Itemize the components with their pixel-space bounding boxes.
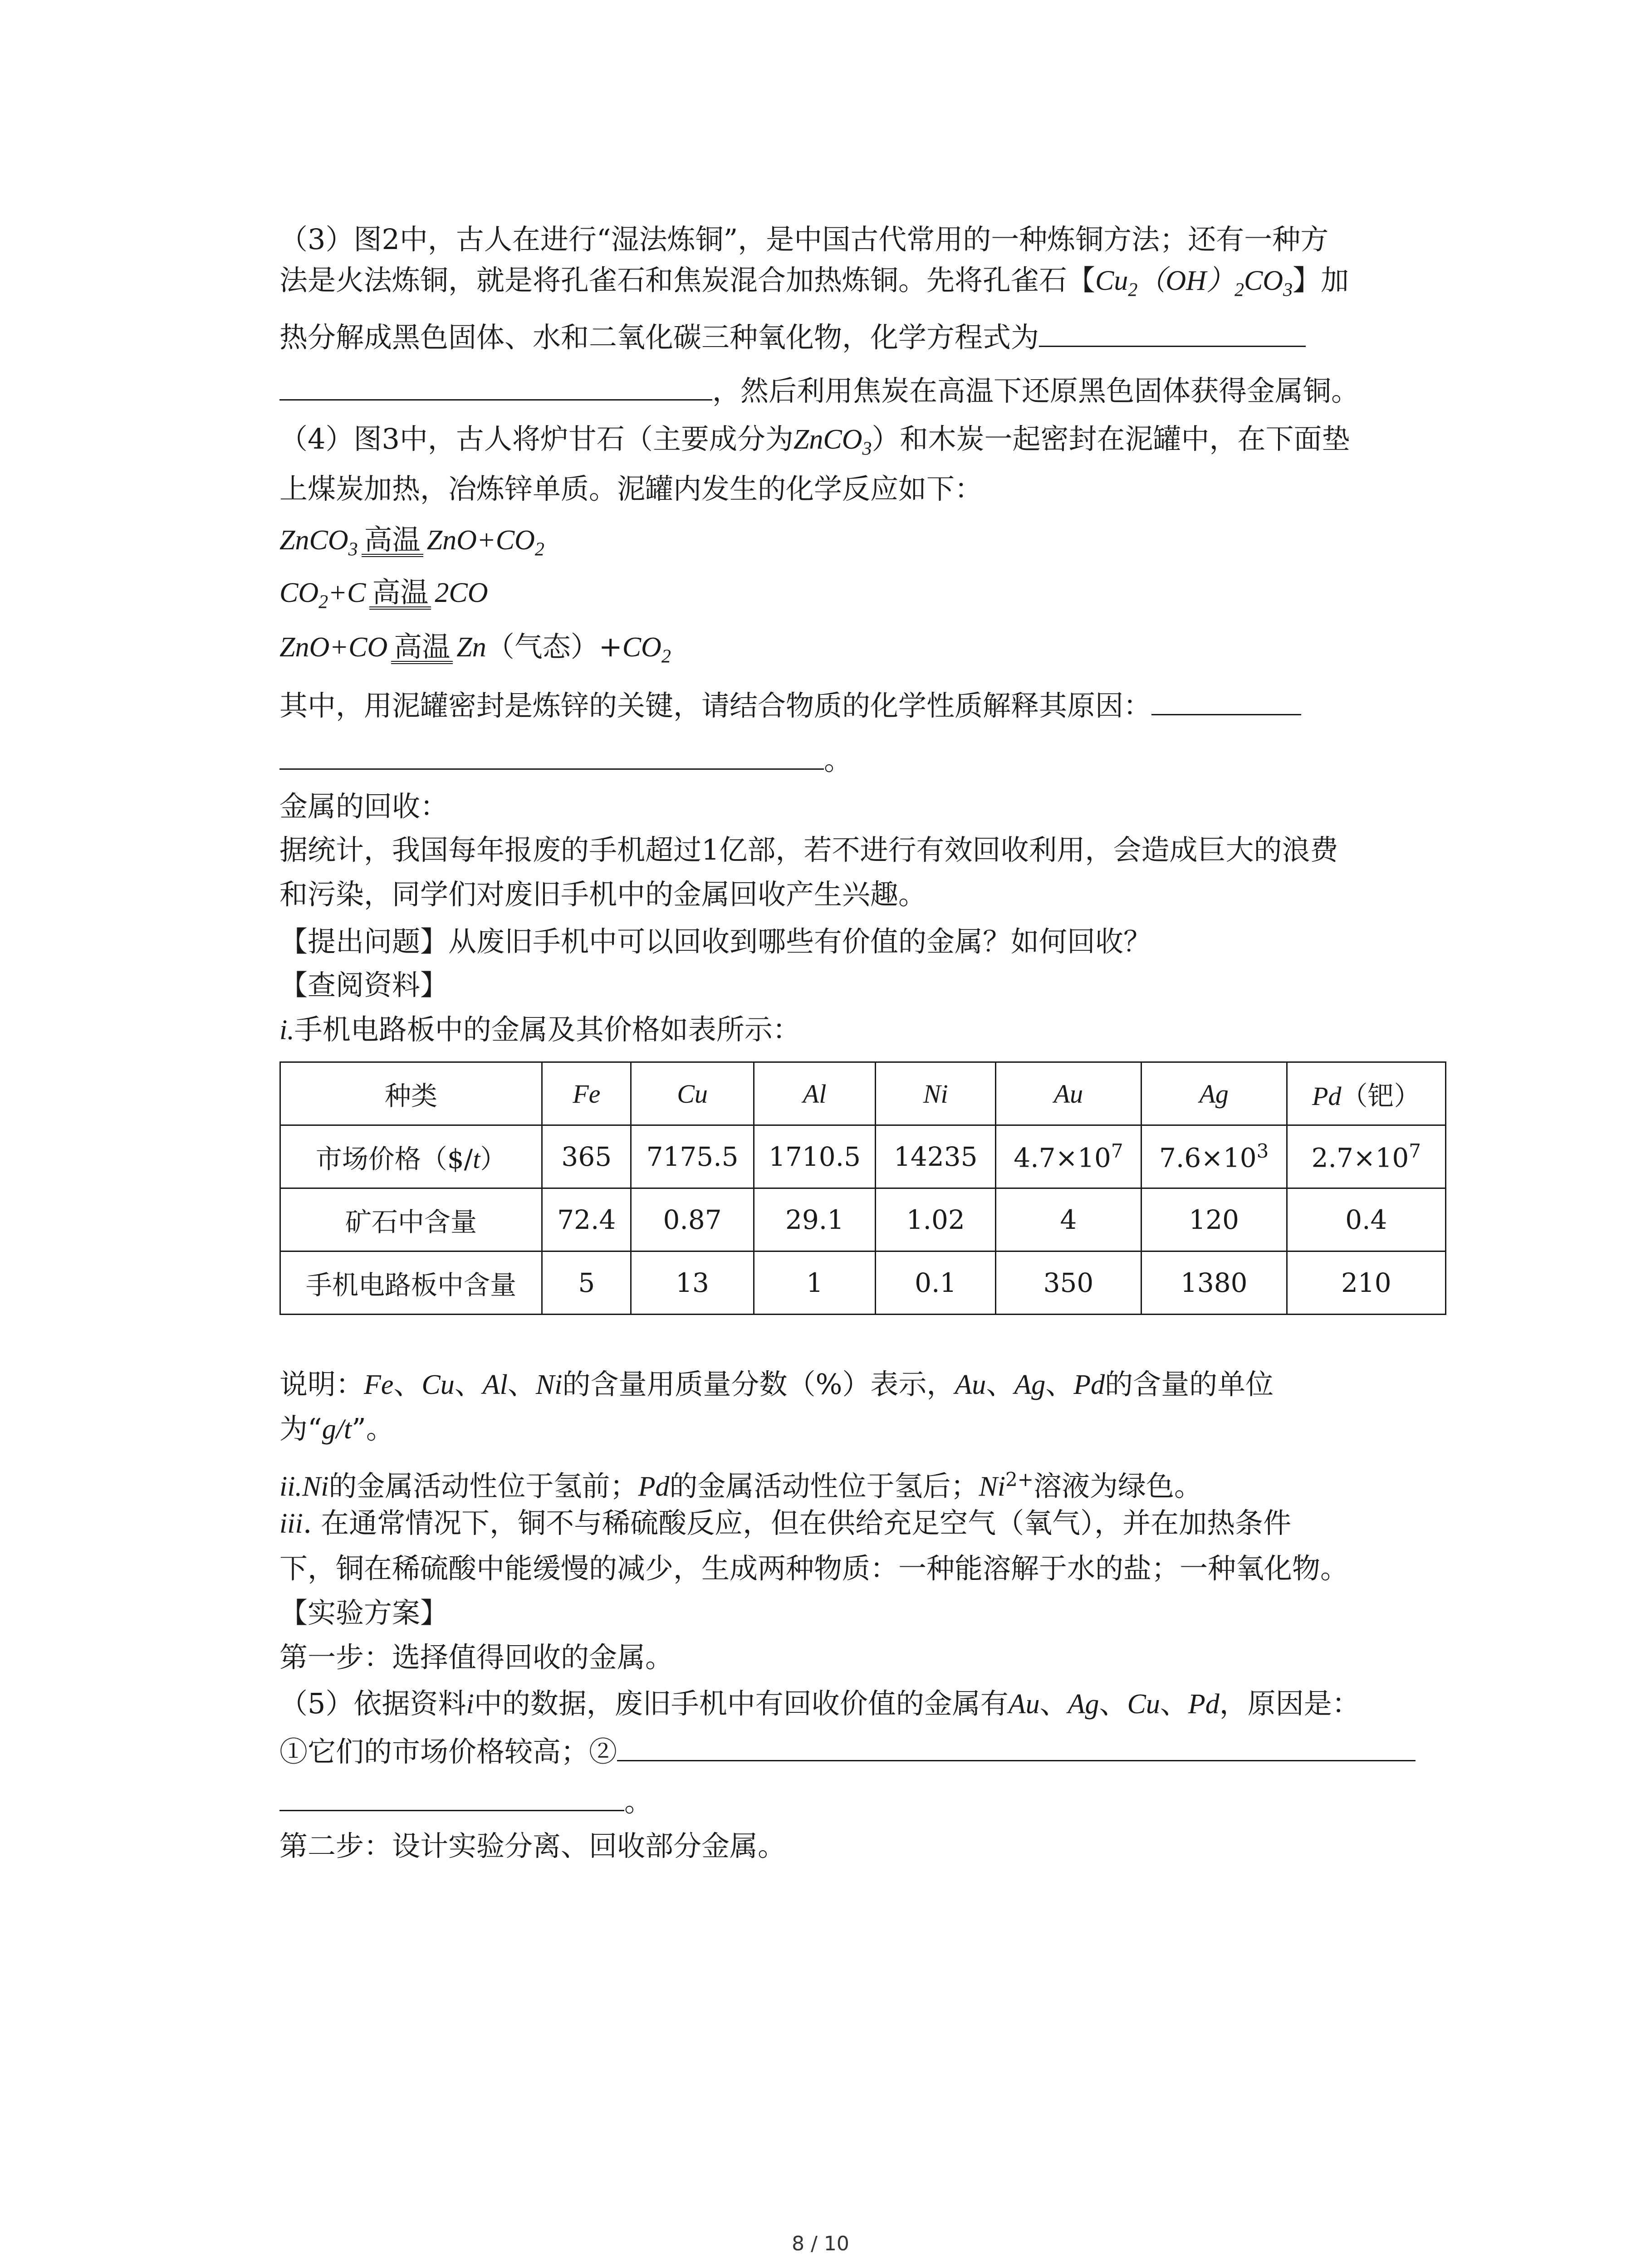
note-text: 的含量用质量分数（%）表示， [562, 1368, 955, 1401]
subscript: 2 [1128, 279, 1138, 301]
formula: ZnCO [793, 424, 862, 455]
answer-blank[interactable] [1039, 318, 1306, 347]
metal-symbol: Pd [1188, 1689, 1220, 1720]
q3-text: ，然后利用焦炭在高温下还原黑色固体获得金属铜。 [712, 374, 1360, 407]
q5-text: 中的数据，废旧手机中有回收价值的金属有 [474, 1687, 1009, 1720]
paragraph-text: 【提出问题】从废旧手机中可以回收到哪些有价值的金属？如何回收？ [279, 925, 1152, 958]
table-cell [631, 1251, 754, 1315]
q5-line-3 [279, 1782, 652, 1820]
page-number: 8 / 10 [792, 2232, 849, 2255]
table-cell [754, 1125, 876, 1188]
note-text: 的金属活动性位于氢后； [669, 1469, 979, 1503]
table-cell [1287, 1251, 1445, 1315]
row-label-text: 市场价格（$/ [315, 1144, 473, 1174]
table-header-cell: Ag [1141, 1062, 1287, 1125]
formula: CO [279, 577, 319, 608]
cell-exponent: 7 [1409, 1140, 1421, 1163]
table-cell [876, 1251, 996, 1315]
table-cell [1287, 1125, 1445, 1188]
section-heading: 金属的回收： [279, 790, 449, 823]
formula: CO [622, 632, 661, 663]
note-text: 的含量的单位 [1105, 1368, 1274, 1401]
table-header-row [280, 1062, 1446, 1125]
cell-value: 1.02 [906, 1204, 965, 1235]
formula: Cu [1095, 265, 1128, 296]
note-text: 下，铜在稀硫酸中能缓慢的减少，生成两种物质：一种能溶解于水的盐；一种氧化物。 [279, 1552, 1349, 1585]
row-label [280, 1188, 542, 1251]
paragraph-text: 和污染，同学们对废旧手机中的金属回收产生兴趣。 [279, 878, 927, 911]
item-label: i [466, 1689, 474, 1720]
table-cell [1141, 1188, 1287, 1251]
formula: ZnO+CO [426, 525, 535, 556]
section-heading: 【查阅资料】 [279, 968, 449, 1002]
formula: ZnO+CO [279, 632, 388, 663]
table-cell [996, 1188, 1141, 1251]
paragraph-text: 第一步：选择值得回收的金属。 [279, 1641, 674, 1674]
note-text: . 在通常情况下，铜不与稀硫酸反应，但在供给充足空气（氧气），并在加热条件 [303, 1506, 1292, 1540]
table-row [280, 1125, 1446, 1188]
answer-blank[interactable] [279, 740, 824, 770]
q4-text: ）和木炭一起密封在泥罐中，在下面垫 [872, 422, 1350, 455]
reaction-condition: 高温 [362, 526, 423, 557]
subscript: 2 [1234, 279, 1244, 301]
paragraph-text: 据统计，我国每年报废的手机超过1亿部，若不进行有效回收利用，会造成巨大的浪费 [279, 833, 1338, 866]
q3-line-4 [279, 371, 1359, 409]
note-text: 、 [454, 1368, 483, 1401]
q3-text: （3）图2中，古人在进行“湿法炼铜”，是中国古代常用的一种炼铜方法；还有一种方 [279, 223, 1329, 256]
table-header-cell [280, 1062, 542, 1125]
header-label: 种类 [385, 1080, 438, 1111]
cell-exponent: 3 [1256, 1140, 1269, 1163]
cell-value: 0.87 [663, 1204, 722, 1235]
superscript: 2+ [1005, 1468, 1034, 1491]
q5-line-1 [279, 1686, 1360, 1722]
metal-symbol: Ag [1068, 1689, 1099, 1720]
table-cell [542, 1251, 631, 1315]
formula: CO [1244, 265, 1283, 296]
cell-value: 14235 [893, 1141, 978, 1172]
table-cell [876, 1125, 996, 1188]
row-label-text: 矿石中含量 [345, 1207, 477, 1237]
metal-name: （钯） [1341, 1080, 1421, 1111]
equation-3 [279, 629, 671, 675]
cell-value: 2.7×10 [1311, 1142, 1409, 1173]
table-cell [996, 1125, 1141, 1188]
metal-symbol: Cu [421, 1369, 455, 1400]
q4-answer-line [279, 740, 852, 778]
metal-symbol: Al [482, 1369, 508, 1400]
row-label-text: 手机电路板中含量 [306, 1270, 517, 1300]
cell-value: 1380 [1180, 1267, 1248, 1298]
formula: 2CO [435, 577, 488, 608]
item-label: ii. [279, 1471, 302, 1502]
note-text: 说明： [279, 1368, 364, 1401]
q3-text: 】加 [1293, 264, 1349, 297]
table-cell [996, 1251, 1141, 1315]
subscript: 2 [661, 646, 671, 667]
note-text: 、 [507, 1368, 536, 1401]
answer-blank[interactable] [1151, 686, 1301, 715]
material-item-i [279, 1012, 801, 1048]
metal-symbol: Pd [1312, 1081, 1342, 1111]
cell-value: 72.4 [557, 1204, 616, 1235]
metal-symbol: Pd [1073, 1369, 1105, 1400]
metal-symbol: Au [955, 1369, 986, 1400]
material-item-ii [279, 1461, 1202, 1505]
metal-symbol: Ni [979, 1471, 1006, 1502]
cell-value: 5 [578, 1267, 595, 1298]
answer-blank[interactable] [279, 371, 712, 401]
unit-note [279, 1411, 394, 1447]
material-item-iii [279, 1505, 1291, 1542]
note-text: 、 [393, 1368, 422, 1401]
cell-value: 350 [1043, 1267, 1094, 1298]
metal-symbol: Pd [638, 1471, 670, 1502]
table-row [280, 1188, 1446, 1251]
equation-1 [279, 522, 544, 567]
q3-line-3 [279, 318, 1306, 356]
cell-value: 7.6×10 [1159, 1142, 1257, 1173]
cell-value: 120 [1189, 1204, 1239, 1235]
q4-text: 。 [824, 743, 852, 777]
recycle-intro-2 [279, 876, 926, 913]
table-header-cell: Cu [631, 1062, 754, 1125]
material-heading [279, 967, 448, 1003]
table-cell [876, 1188, 996, 1251]
cell-value: 4 [1060, 1204, 1077, 1235]
material-item-iii-cont [279, 1550, 1348, 1587]
q5-line-2 [279, 1732, 1416, 1770]
q5-text: ①它们的市场价格较高；② [279, 1735, 617, 1768]
cell-value: 13 [676, 1267, 709, 1298]
equation-2 [279, 574, 488, 620]
cell-exponent: 7 [1111, 1140, 1123, 1163]
q5-text: 、 [1160, 1687, 1188, 1720]
item-label: i. [279, 1015, 294, 1046]
table-cell [542, 1188, 631, 1251]
table-header-cell: Fe [542, 1062, 631, 1125]
note-text: 、 [986, 1368, 1014, 1401]
metal-symbol: Fe [364, 1369, 394, 1400]
reaction-condition: 高温 [391, 633, 453, 664]
recycle-heading [279, 788, 448, 825]
cell-value: 4.7×10 [1014, 1142, 1111, 1173]
q5-text: 。 [624, 1785, 653, 1818]
table-cell [631, 1125, 754, 1188]
table-cell [1141, 1251, 1287, 1315]
metal-symbol: Au [1008, 1689, 1040, 1720]
cell-value: 0.4 [1345, 1204, 1387, 1235]
q4-line-1 [279, 421, 1350, 467]
row-label-text: ） [480, 1144, 507, 1174]
formula: +C [328, 577, 366, 608]
q4-line-2 [279, 471, 983, 507]
q3-text: 法是火法炼铜，就是将孔雀石和焦炭混合加热炼铜。先将孔雀石【 [279, 264, 1096, 297]
table-header-cell [1287, 1062, 1445, 1125]
metal-symbol: Cu [1127, 1689, 1160, 1720]
answer-blank[interactable] [617, 1732, 1416, 1761]
plan-step-2 [279, 1828, 786, 1864]
q4-text: 上煤炭加热，冶炼锌单质。泥罐内发生的化学反应如下： [279, 472, 983, 505]
table-cell [1141, 1125, 1287, 1188]
metal-price-table [279, 1061, 1446, 1315]
q5-text: ，原因是： [1219, 1687, 1360, 1720]
plan-step-1 [279, 1639, 673, 1676]
table-header-cell: Ni [876, 1062, 996, 1125]
subscript: 3 [862, 438, 872, 459]
q3-line-1 [279, 221, 1328, 258]
formula: （气态）+ [486, 630, 622, 663]
subscript: 3 [1283, 279, 1293, 301]
cell-value: 210 [1341, 1267, 1391, 1298]
formula: ZnCO [279, 525, 348, 556]
row-label [280, 1125, 542, 1188]
plan-heading [279, 1595, 448, 1631]
table-cell [542, 1125, 631, 1188]
subscript: 3 [348, 539, 358, 560]
note-text: 、 [1045, 1368, 1074, 1401]
formula: （OH） [1137, 265, 1234, 296]
cell-value: 29.1 [785, 1204, 844, 1235]
table-cell [631, 1188, 754, 1251]
q4-text: （4）图3中，古人将炉甘石（主要成分为 [279, 422, 794, 455]
table-cell [1287, 1188, 1445, 1251]
problem-statement [279, 924, 1151, 960]
answer-blank[interactable] [279, 1782, 624, 1811]
table-header-cell: Au [996, 1062, 1141, 1125]
paragraph-text: 手机电路板中的金属及其价格如表所示： [294, 1013, 801, 1046]
note-text: 的金属活动性位于氢前； [328, 1469, 638, 1503]
table-explanation [279, 1366, 1274, 1403]
section-heading: 【实验方案】 [279, 1596, 449, 1629]
table-row [280, 1251, 1446, 1315]
paragraph-text: 第二步：设计实验分离、回收部分金属。 [279, 1829, 786, 1862]
item-label: iii [279, 1508, 303, 1539]
q3-text: 热分解成黑色固体、水和二氧化碳三种氧化物，化学方程式为 [279, 321, 1039, 354]
formula: Zn [456, 632, 486, 663]
note-text: ”。 [352, 1412, 394, 1445]
q5-text: 、 [1039, 1687, 1068, 1720]
table-cell [754, 1188, 876, 1251]
metal-symbol: Ni [535, 1369, 563, 1400]
reaction-condition: 高温 [369, 578, 431, 610]
q5-text: （5）依据资料 [279, 1687, 466, 1720]
cell-value: 0.1 [915, 1267, 957, 1298]
recycle-intro-1 [279, 832, 1338, 868]
q3-line-2 [279, 262, 1349, 308]
subscript: 2 [318, 591, 328, 613]
q4-question [279, 686, 1301, 724]
cell-value: 365 [561, 1141, 612, 1172]
row-label-text: t [473, 1144, 480, 1174]
table-header-cell: Al [754, 1062, 876, 1125]
table-cell [754, 1251, 876, 1315]
unit: g/t [322, 1414, 352, 1445]
metal-symbol: Ni [302, 1471, 329, 1502]
cell-value: 1710.5 [769, 1141, 861, 1172]
q4-text: 其中，用泥罐密封是炼锌的关键，请结合物质的化学性质解释其原因： [279, 689, 1152, 722]
row-label [280, 1251, 542, 1315]
metal-symbol: Ag [1014, 1369, 1046, 1400]
note-text: 为“ [279, 1412, 322, 1445]
subscript: 2 [534, 539, 544, 560]
cell-value: 7175.5 [646, 1141, 739, 1172]
note-text: 溶液为绿色。 [1033, 1469, 1202, 1503]
q5-text: 、 [1099, 1687, 1127, 1720]
cell-value: 1 [806, 1267, 823, 1298]
